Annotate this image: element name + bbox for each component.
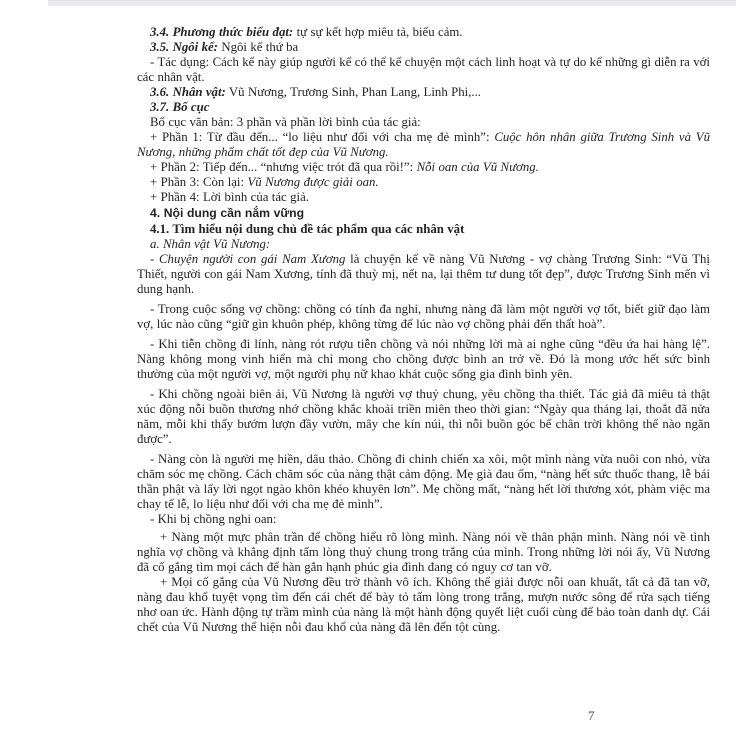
text-run: + Phần 3: Còn lại: — [150, 175, 248, 189]
item-3-5-ngoi-ke — [137, 40, 710, 55]
text-run: Cuộc hôn nhân giữa Trương Sinh và Vũ Nương, những phẩm chất tốt đẹp của Vũ Nương. — [137, 130, 711, 159]
heading-4-1-tim-hieu — [137, 222, 710, 237]
text-run: 3.6. Nhân vật: — [150, 85, 226, 99]
text-run: + Phần 2: Tiếp đến... “nhưng việc trót đã qua rồi!”: — [150, 160, 417, 174]
text-run: 4. Nội dung cần nắm vững — [150, 206, 305, 220]
text-run: + Mọi cố gắng của Vũ Nương đều trở thành vô ích. Không thể giải được nỗi oan khuất, tất cả đã tan vỡ, nàng đau khổ tuyệt vọng tìm đến cái chết để bày tỏ tấm lòng trong trắng, mượn nước sông để rửa sạch tiếng nhơ oan ức. Hành động tự trầm mình của nàng là một hành động quyết liệt cuối cùng để bảo toàn danh dự. Cái chết của Vũ Nương thể hiện nỗi đau khổ của nàng đã lên đến tột cùng. — [137, 575, 710, 634]
phan-3 — [137, 175, 710, 190]
phan-2 — [137, 160, 710, 175]
text-run: Nỗi oan của Vũ Nương. — [416, 160, 539, 174]
phan-4 — [137, 190, 710, 205]
para-chong-ngoai-bien-ai — [137, 387, 710, 447]
para-moi-co-gang-vo-ich — [137, 575, 710, 635]
heading-4-noi-dung — [137, 206, 710, 221]
text-run: 3.5. Ngôi kể: — [150, 40, 218, 54]
item-3-6-nhan-vat — [137, 85, 710, 100]
text-run: + Phần 4: Lời bình của tác giả. — [150, 190, 309, 204]
bo-cuc-van-ban — [137, 115, 710, 130]
text-run: - Khi bị chồng nghi oan: — [150, 512, 277, 526]
text-run: - Trong cuộc sống vợ chồng: chồng có tính đa nghi, nhưng nàng đã làm một người vợ tốt, biết giữ đạo làm vợ, lúc nào cũng “giữ gìn khuôn phép, không từng để lúc nào vợ chồng phải đến thất hoà”. — [137, 302, 710, 331]
text-run: - Nàng còn là người mẹ hiền, dâu thảo. Chồng đi chinh chiến xa xôi, một mình nàng vừa nuôi con nhỏ, vừa chăm sóc mẹ chồng. Cách chăm sóc của nàng thật cảm động. Mẹ già đau ốm, “nàng hết sức thuốc thang, lễ bái thần phật và lấy lời ngọt ngào khôn khéo khuyên lơn”. Mẹ chồng mất, “nàng hết lời thương xót, phàm việc ma chay tế lễ, lo liệu như đối với cha mẹ đẻ mình”. — [137, 452, 710, 511]
item-tac-dung — [137, 55, 710, 85]
text-run: - — [150, 252, 160, 266]
text-run: - Tác dụng: Cách kể này giúp người kể có thể kể chuyện một cách linh hoạt và tự do kể những gì diễn ra với các nhân vật. — [137, 55, 710, 84]
para-me-hien-dau-thao — [137, 452, 710, 512]
text-run: a. Nhân vật Vũ Nương: — [150, 237, 271, 251]
phan-1 — [137, 130, 710, 160]
text-run: - Khi tiễn chồng đi lính, nàng rót rượu tiễn chồng và nói những lời mà ai nghe cũng “đều ứa hai hàng lệ”. Nàng không mong vinh hiển mà chỉ mong cho chồng được bình an trở về. Đó là mong ước hết sức bình thường của một người vợ, một người phụ nữ khao khát cuộc sống gia đình bình yên. — [137, 337, 710, 381]
text-run: + Nàng một mực phân trần để chồng hiểu rõ lòng mình. Nàng nói về thân phận mình. Nàng nói về tình nghĩa vợ chồng và khẳng định tấm lòng thuỷ chung trong trắng của mình. Trong những lời nói ấy, Vũ Nương đã cố gắng tìm mọi cách để hàn gắn hạnh phúc gia đình đang có nguy cơ tan vỡ. — [137, 530, 710, 574]
text-run: Ngôi kể thứ ba — [217, 40, 299, 54]
text-run: Vũ Nương, Trương Sinh, Phan Lang, Linh Phi,... — [225, 85, 481, 99]
text-run: 4.1. Tìm hiểu nội dung chủ đề tác phẩm qua các nhân vật — [150, 222, 465, 236]
text-run: - Khi chồng ngoài biên ải, Vũ Nương là người vợ thuỷ chung, yêu chồng tha thiết. Tác giả đã miêu tả thật xúc động nỗi buồn thương nhớ chồng khắc khoải triền miên theo thời gian: “Ngày qua tháng lại, thoắt đã nửa năm, mỗi khi thấy bướm lượn đầy vườn, mây che kín núi, thì nỗi buồn góc bể chân trời không thể nào ngăn được”. — [137, 387, 710, 446]
page-number: 7 — [588, 708, 595, 723]
page-top-edge — [48, 0, 736, 6]
para-khi-bi-chong-nghi-oan — [137, 512, 710, 527]
para-nang-mot-muc-phan-tran — [137, 530, 710, 575]
text-run: Vũ Nương được giải oan. — [247, 175, 379, 189]
text-run: Chuyện người con gái Nam Xương — [159, 252, 346, 266]
text-run: 3.7. Bố cục — [150, 100, 210, 114]
text-run: tự sự kết hợp miêu tả, biểu cảm. — [293, 25, 463, 39]
text-block — [137, 25, 710, 635]
text-run: Bố cục văn bản: 3 phần và phần lời bình của tác giả: — [150, 115, 421, 129]
text-run: + Phần 1: Từ đầu đến... “lo liệu như đối với cha mẹ đẻ mình”: — [150, 130, 495, 144]
para-cuoc-song-vo-chong — [137, 302, 710, 332]
para-gioi-thieu-chuyen — [137, 252, 710, 297]
item-3-4-phuong-thuc-bieu-dat — [137, 25, 710, 40]
text-run: là chuyện kể về nàng Vũ Nương - vợ chàng Trương Sinh: “Vũ Thị Thiết, người con gái Nam Xương, tính đã thuỳ mị, nết na, lại thêm tư dung tốt đẹp”, được Trương Sinh mến vì dung hạnh. — [137, 252, 710, 296]
heading-a-nhan-vat-vu-nuong — [137, 237, 710, 252]
para-tien-chong-di-linh — [137, 337, 710, 382]
item-3-7-bo-cuc — [137, 100, 710, 115]
text-run: 3.4. Phương thức biểu đạt: — [150, 25, 294, 39]
